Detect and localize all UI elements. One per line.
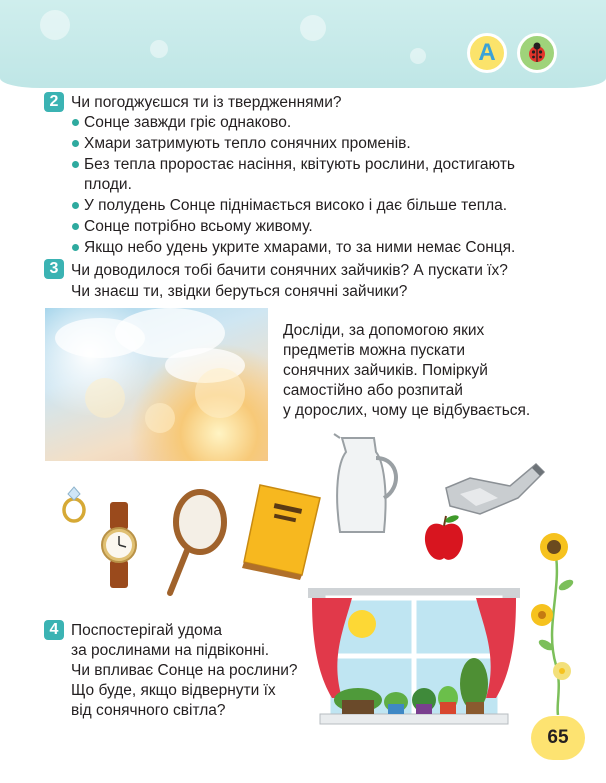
sunlight-sky-photo	[45, 308, 268, 461]
task4-text: Чи впливає Сонце на рослини?	[71, 662, 298, 679]
bullet	[72, 223, 79, 230]
page-number: 65	[531, 716, 585, 760]
task-number-4: 4	[44, 620, 64, 640]
task-number-2: 2	[44, 92, 64, 112]
task3-instruction: предметів можна пускати	[283, 342, 466, 359]
statement: Якщо небо удень укрите хмарами, то за ними немає Сонця.	[84, 239, 516, 256]
bullet	[72, 119, 79, 126]
wristwatch-icon	[95, 500, 143, 590]
hand-mirror-icon	[160, 488, 230, 598]
task3-instruction: сонячних зайчиків. Поміркуй	[283, 362, 488, 379]
letter-a-icon: A	[467, 33, 507, 73]
ring-icon	[60, 482, 92, 524]
task3-instruction: самостійно або розпитай	[283, 382, 463, 399]
ladybug-icon	[517, 33, 557, 73]
header-band	[0, 0, 606, 88]
decor-dot	[40, 10, 70, 40]
task3-instruction: Досліди, за допомогою яких	[283, 322, 485, 339]
statement: Без тепла проростає насіння, квітують рослини, достигають	[84, 156, 515, 173]
task4-text: за рослинами на підвіконні.	[71, 642, 270, 659]
task4-text: Що буде, якщо відвернути їх	[71, 682, 276, 699]
bullet	[72, 244, 79, 251]
window-with-plants-icon	[308, 588, 520, 738]
task3-instruction: у дорослих, чому це відбувається.	[283, 402, 531, 419]
statement: Сонце завжди гріє однаково.	[84, 114, 292, 131]
flower-vine-icon	[526, 525, 586, 715]
task2-question: Чи погоджуєшся ти із твердженнями?	[71, 94, 342, 111]
bullet	[72, 161, 79, 168]
glass-jug-icon	[330, 432, 406, 544]
task-number-3: 3	[44, 259, 64, 279]
decor-dot	[300, 15, 326, 41]
task3-question: Чи знаєш ти, звідки беруться сонячні зайчики?	[71, 283, 408, 300]
statement: У полудень Сонце піднімається високо і дає більше тепла.	[84, 197, 508, 214]
decor-dot	[410, 48, 426, 64]
task4-text: від сонячного світла?	[71, 702, 226, 719]
bullet	[72, 202, 79, 209]
task3-question: Чи доводилося тобі бачити сонячних зайчиків? А пускати їх?	[71, 262, 508, 279]
statement: Сонце потрібно всьому живому.	[84, 218, 313, 235]
decor-dot	[150, 40, 168, 58]
task4-text: Поспостерігай удома	[71, 622, 222, 639]
statement-continuation: плоди.	[84, 176, 132, 193]
book-icon	[240, 480, 322, 580]
statement: Хмари затримують тепло сонячних променів.	[84, 135, 411, 152]
bullet	[72, 140, 79, 147]
foil-roll-icon	[440, 448, 550, 528]
